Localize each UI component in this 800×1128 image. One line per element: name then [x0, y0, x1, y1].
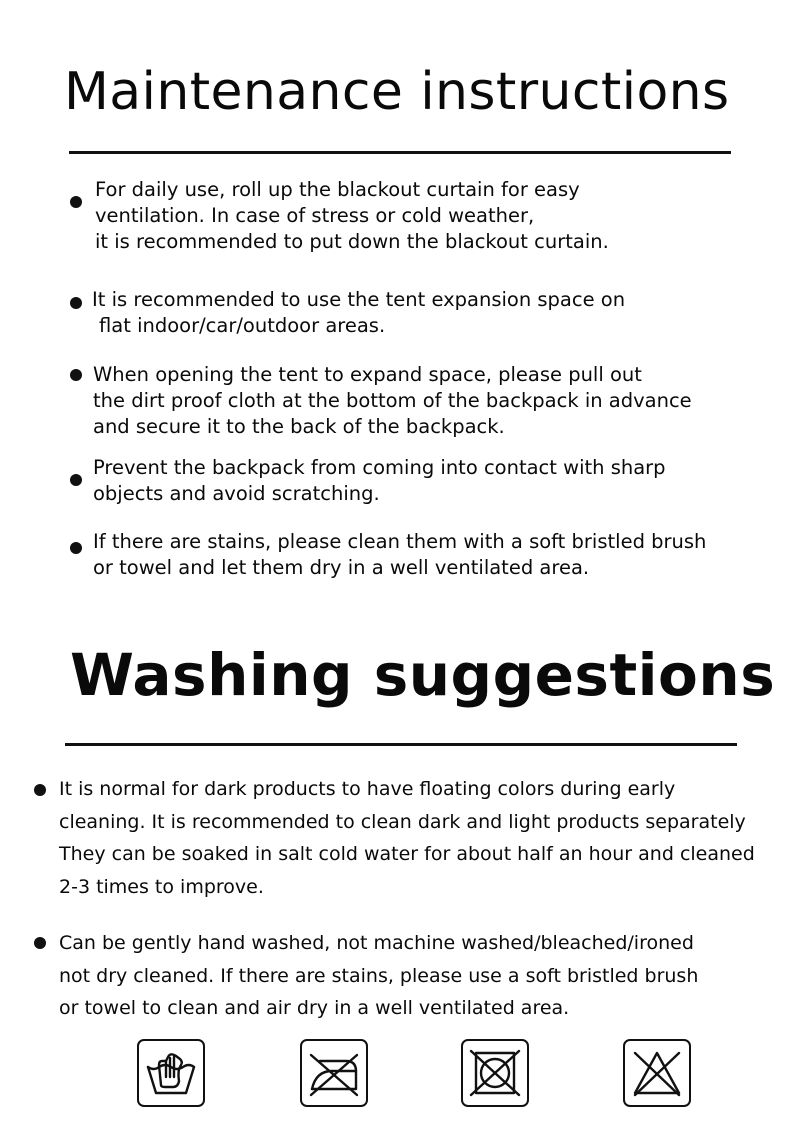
- item-line: It is normal for dark products to have floating colors during early: [59, 778, 676, 800]
- do-not-tumble-dry-icon: [461, 1039, 529, 1107]
- item-line: flat indoor/car/outdoor areas.: [99, 314, 386, 337]
- item-line: 2-3 times to improve.: [59, 875, 264, 898]
- washing-title: Washing suggestions: [70, 641, 776, 709]
- maintenance-item-2: [92, 287, 625, 339]
- item-line: and secure it to the back of the backpack.: [93, 415, 505, 438]
- do-not-bleach-icon: [623, 1039, 691, 1107]
- item-line: the dirt proof cloth at the bottom of the backpack in advance: [93, 389, 692, 412]
- item-line: or towel to clean and air dry in a well ventilated area.: [59, 997, 570, 1019]
- bullet-dot: [34, 784, 46, 796]
- hand-wash-icon: [137, 1039, 205, 1107]
- item-line: They can be soaked in salt cold water for about half an hour and cleaned: [59, 843, 755, 865]
- maintenance-item-3: [93, 362, 692, 440]
- bullet-dot: [70, 196, 82, 208]
- item-line: If there are stains, please clean them with a soft bristled brush: [93, 530, 707, 553]
- bullet-dot: [70, 369, 82, 381]
- washing-divider: [65, 743, 737, 746]
- maintenance-item-4: [93, 455, 666, 507]
- item-line: it is recommended to put down the blackout curtain.: [95, 230, 609, 253]
- bullet-dot: [34, 937, 46, 949]
- item-line: not dry cleaned. If there are stains, please use a soft bristled brush: [59, 964, 699, 987]
- item-line: It is recommended to use the tent expansion space on: [92, 288, 626, 311]
- item-line: Can be gently hand washed, not machine washed/bleached/ironed: [59, 932, 694, 954]
- item-line: ventilation. In case of stress or cold weather,: [95, 204, 535, 227]
- item-line: Prevent the backpack from coming into contact with sharp: [93, 456, 666, 479]
- item-line: objects and avoid scratching.: [93, 482, 380, 505]
- item-line: When opening the tent to expand space, please pull out: [93, 363, 642, 386]
- maintenance-title: Maintenance instructions: [64, 62, 730, 122]
- item-line: or towel and let them dry in a well ventilated area.: [93, 556, 590, 579]
- item-line: cleaning. It is recommended to clean dark and light products separately: [59, 810, 746, 833]
- bullet-dot: [70, 297, 82, 309]
- do-not-iron-icon: [300, 1039, 368, 1107]
- washing-item-2: [59, 927, 698, 1025]
- item-line: For daily use, roll up the blackout curtain for easy: [95, 178, 580, 201]
- bullet-dot: [70, 474, 82, 486]
- bullet-dot: [70, 542, 82, 554]
- maintenance-item-5: [93, 529, 706, 581]
- washing-item-1: [59, 773, 755, 903]
- maintenance-divider: [69, 151, 731, 154]
- maintenance-item-1: [95, 177, 609, 255]
